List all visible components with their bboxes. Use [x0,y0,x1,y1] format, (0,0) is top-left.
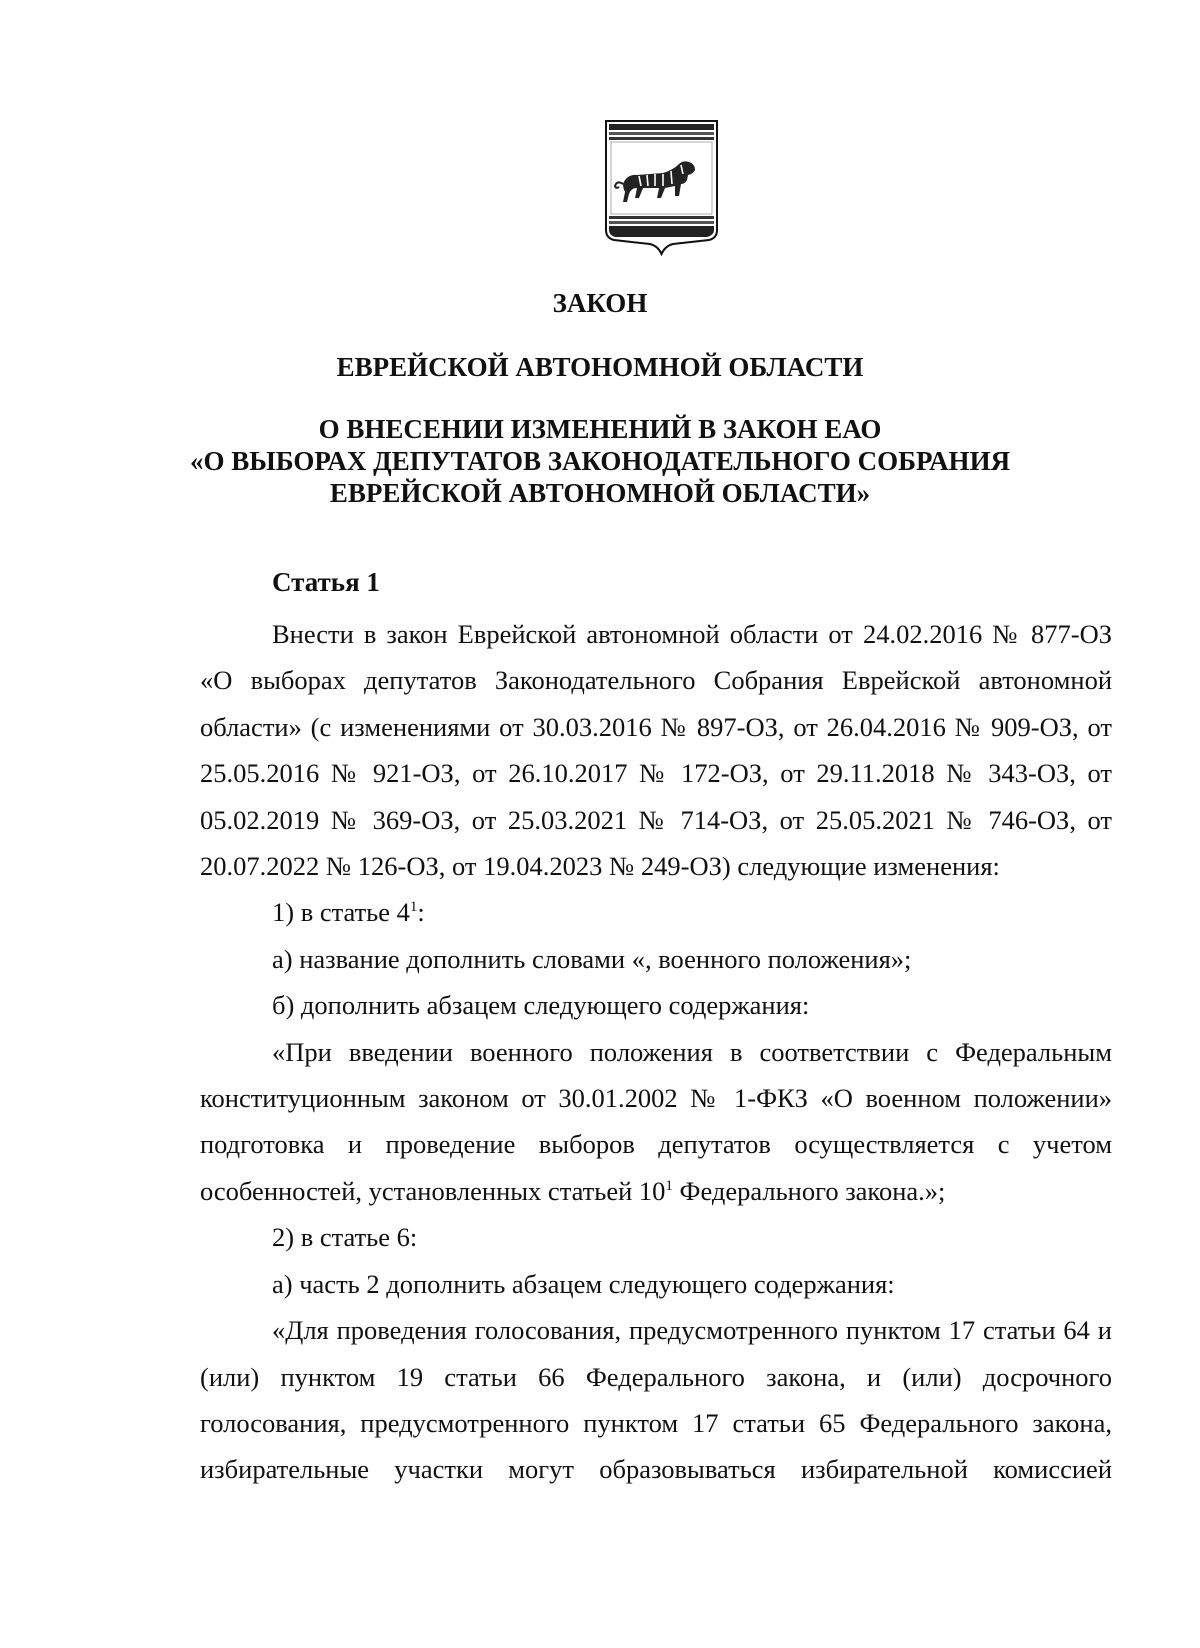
paragraph-quote1 [200,1029,1112,1215]
quote1-superscript: 1 [665,1178,673,1195]
article-title: Статья 1 [272,567,380,597]
paragraph-item1a: а) название дополнить словами «, военного положения»; [272,943,912,974]
law-title-line: «О ВЫБОРАХ ДЕПУТАТОВ ЗАКОНОДАТЕЛЬНОГО СОБРАНИЯ [189,446,1011,476]
law-title [0,413,1200,509]
law-label: ЗАКОН [552,288,648,318]
law-title-line: О ВНЕСЕНИИ ИЗМЕНЕНИЙ В ЗАКОН ЕАО [318,414,882,444]
item1-superscript: 1 [409,899,418,916]
quote1-end: Федерального закона.»; [672,1175,946,1206]
law-title-line: ЕВРЕЙСКОЙ АВТОНОМНОЙ ОБЛАСТИ» [329,478,871,508]
item1-text: 1) в статье 4 [272,897,410,928]
article-body [200,611,1112,1493]
paragraph-quote2: «Для проведения голосования, предусмотренного пунктом 17 статьи 64 и (или) пунктом 19 статьи 66 Федерального закона, и (или) досрочного голосования, предусмотренного пунктом 17 статьи 65 Федерального закона, избирательные участки могут образовываться избирательной комиссией [200,1315,1112,1485]
region-label: ЕВРЕЙСКОЙ АВТОНОМНОЙ ОБЛАСТИ [336,352,864,382]
paragraph-item2: 2) в статье 6: [272,1222,418,1253]
paragraph-intro: Внести в закон Еврейской автономной области от 24.02.2016 № 877-ОЗ «О выборах депутатов Законодательного Собрания Еврейской автономной области» (с изменениями от 30.03.2016 № 897-ОЗ, от 26.04.2016 № 909-ОЗ, от 25.05.2016 № 921-ОЗ, от 26.10.2017 № 172-ОЗ, от 29.11.2018 № 343-ОЗ, от 05.02.2019 № 369-ОЗ, от 25.03.2021 № 714-ОЗ, от 25.05.2021 № 746-ОЗ, от 20.07.2022 № 126-ОЗ, от 19.04.2023 № 249-ОЗ) следующие изменения: [200,619,1112,882]
coat-of-arms-emblem [603,118,720,256]
paragraph-item1 [200,889,1112,935]
item1-colon: : [417,897,425,928]
paragraph-item2a: а) часть 2 дополнить абзацем следующего содержания: [272,1268,895,1299]
paragraph-item1b: б) дополнить абзацем следующего содержания: [272,990,810,1021]
quote1-text: «При введении военного положения в соответствии с Федеральным конституционным законом от 30.01.2002 № 1-ФКЗ «О военном положении» подготовка и проведение выборов депутатов осуществляется с учетом особенностей, установленных статьей 10 [200,1036,1112,1206]
